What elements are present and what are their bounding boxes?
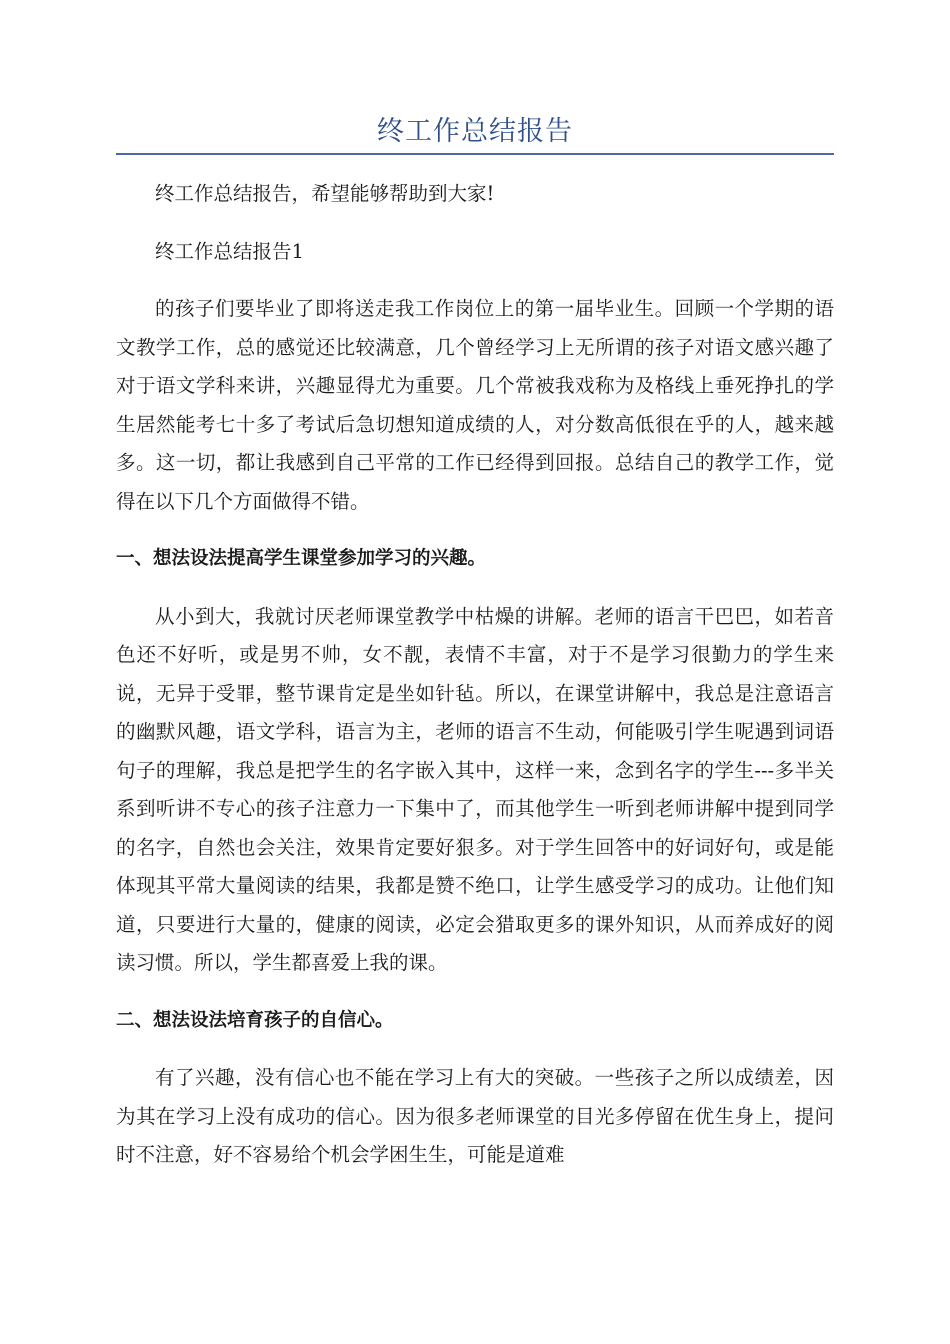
title-underline (116, 153, 834, 155)
section-heading-2: 二、想法设法培育孩子的自信心。 (116, 1009, 394, 1031)
body-paragraph-2: 从小到大，我就讨厌老师课堂教学中枯燥的讲解。老师的语言干巴巴，如若音色还不好听，或是男不帅，女不靓，表情不丰富，对于不是学习很勤力的学生来说，无异于受罪，整节课肯定是坐如针毡。所以，在课堂讲解中，我总是注意语言的幽默风趣，语文学科，语言为主，老师的语言不生动，何能吸引学生呢遇到词语句子的理解，我总是把学生的名字嵌入其中，这样一来，念到名字的学生---多半关系到听讲不专心的孩子注意力一下集中了，而其他学生一听到老师讲解中提到同学的名字，自然也会关注，效果肯定要好狠多。对于学生回答中的好词好句，或是能体现其平常大量阅读的结果，我都是赞不绝口，让学生感受学习的成功。让他们知道，只要进行大量的，健康的阅读，必定会猎取更多的课外知识，从而养成好的阅读习惯。所以，学生都喜爱上我的课。 (116, 604, 834, 974)
section-title: 终工作总结报告1 (155, 239, 304, 263)
intro-paragraph: 终工作总结报告，希望能够帮助到大家! (155, 182, 495, 205)
body-paragraph-3: 有了兴趣，没有信心也不能在学习上有大的突破。一些孩子之所以成绩差，因为其在学习上没有成功的信心。因为很多老师课堂的目光多停留在优生身上，提问时不注意，好不容易给个机会学困生生，可能是道难 (116, 1066, 834, 1166)
document-title: 终工作总结报告 (377, 116, 573, 147)
document-body (116, 175, 834, 1175)
section-heading-1: 一、想法设法提高学生课堂参加学习的兴趣。 (116, 548, 487, 569)
body-paragraph-1: 的孩子们要毕业了即将送走我工作岗位上的第一届毕业生。回顾一个学期的语文教学工作，总的感觉还比较满意，几个曾经学习上无所谓的孩子对语文感兴趣了对于语文学科来讲，兴趣显得尤为重要。几个常被我戏称为及格线上垂死挣扎的学生居然能考七十多了考试后急切想知道成绩的人，对分数高低很在乎的人，越来越多。这一切，都让我感到自己平常的工作已经得到回报。总结自己的教学工作，觉得在以下几个方面做得不错。 (116, 297, 834, 513)
